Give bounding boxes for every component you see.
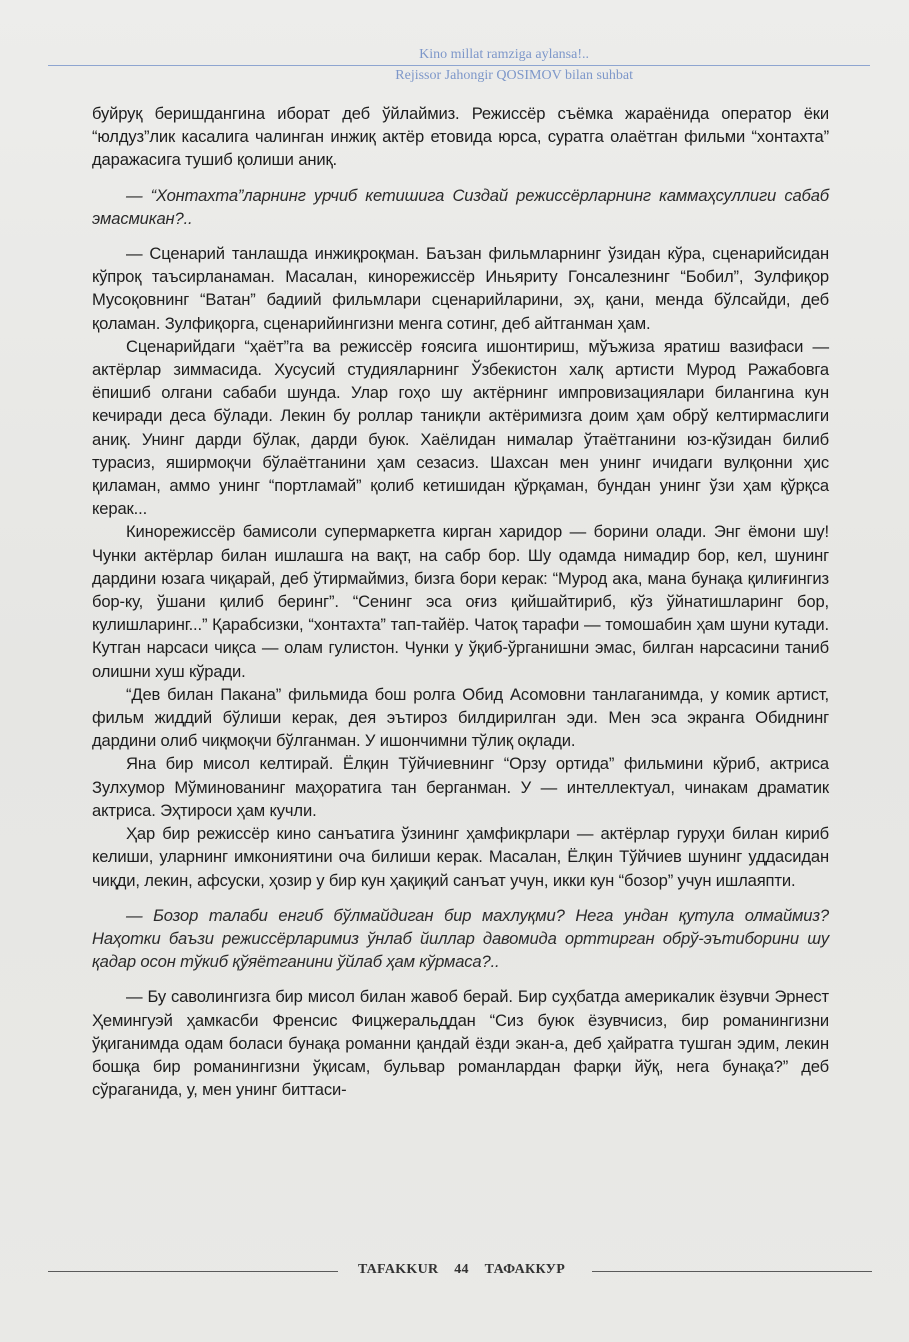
- body-paragraph: — Бу саволингизга бир мисол билан жавоб берай. Бир суҳбатда америкалик ёзувчи Эрнест Ҳемингуэй ҳамкасби Френсис Фицжеральддан “Сиз буюк ёзувчисиз, бир романингизни ўқиганимда одам боласи бунақа романни қандай ёзди экан-а, деб ҳайратга тушган эдим, лекин бошқа бир романингизни ўқисам, бульвар романлардан фарқи йўқ, нега бунақа?” деб сўраганида, у, мен унинг биттаси-: [92, 987, 829, 1100]
- page-footer: [0, 1258, 909, 1282]
- article-body: [92, 102, 829, 1101]
- body-paragraph: “Дев билан Пакана” фильмида бош ролга Обид Асомовни танлаганимда, у комик артист, фильм жиддий бўлиши керак, дея эътироз билдирилган эди. Мен эса экранга Обиднинг дардини олиб чиқмоқчи бўлганман. У ишончимни тўлиқ оқлади.: [92, 684, 829, 751]
- body-paragraph: — Сценарий танлашда инжиқроқман. Баъзан фильмларнинг ўзидан кўра, сценарийсидан кўпроқ таъсирланаман. Масалан, кинорежиссёр Иньяриту Гонсалезнинг “Бобил”, Зулфиқор Мусоқовнинг “Ватан” бадиий фильмлари сценарийларини, эҳ, қани, менда бўлсайди, деб қоламан. Зулфиқорга, сценарийингизни менга сотинг, деб айтганман ҳам.: [92, 244, 829, 333]
- header-article-subtitle: Rejissor Jahongir QOSIMOV bilan suhbat: [395, 68, 633, 83]
- body-paragraph: Ҳар бир режиссёр кино санъатига ўзининг ҳамфикрлари — актёрлар гуруҳи билан кириб келиши, уларнинг имкониятини оча билиши керак. Масалан, Ёлқин Тўйчиев шунинг уддасидан чиқди, лекин, афсуски, ҳозир у бир кун ҳақиқий санъат учун, икки кун “бозор” учун ишлаяпти.: [92, 824, 829, 890]
- running-header: [0, 40, 909, 90]
- page-number: 44: [454, 1262, 469, 1277]
- footer-rule-left: [48, 1271, 338, 1272]
- header-divider: [48, 65, 870, 66]
- footer-journal-latin: TAFAKKUR: [358, 1262, 439, 1277]
- footer-label: [352, 1262, 571, 1278]
- header-article-title: Kino millat ramziga aylansa!..: [419, 47, 589, 62]
- footer-journal-cyrillic: ТАФАККУР: [484, 1262, 566, 1277]
- footer-rule-right: [592, 1271, 872, 1272]
- interview-question: — “Хонтахта”ларнинг урчиб кетишига Сиздай режиссёрларнинг каммаҳсуллиги сабаб эмасмикан?..: [92, 185, 829, 228]
- body-paragraph: Яна бир мисол келтирай. Ёлқин Тўйчиевнинг “Орзу ортида” фильмини кўриб, актриса Зулхумор Мўминованинг маҳоратига тан берганман. У — интеллектуал, чинакам драматик актриса. Эҳтироси ҳам кучли.: [92, 754, 829, 820]
- body-paragraph: Сценарийдаги “ҳаёт”га ва режиссёр ғоясига ишонтириш, мўъжиза яратиш вазифаси — актёрлар зиммасида. Хусусий студияларнинг Ўзбекистон халқ артисти Мурод Ражабовга ёпишиб олгани сабаби шунда. Улар гоҳо шу актёрнинг импровизациялари билангина кун кечиради деса бўлади. Лекин бу роллар таниқли актёримизга доим ҳам обрў келтирмаслиги аниқ. Унинг дарди бўлак, дарди буюк. Хаёлидан нималар ўтаётганини юз-кўзидан билиб турасиз, яширмоқчи бўлаётганини ҳам сезасиз. Шахсан мен унинг ичидаги вулқонни ҳис қиламан, аммо унинг “портламай” қолиб кетишидан қўрқаман, бундан унинг ўзи ҳам қўрқса керак...: [92, 336, 829, 519]
- body-paragraph: Кинорежиссёр бамисоли супермаркетга кирган харидор — борини олади. Энг ёмони шу! Чунки актёрлар билан ишлашга на вақт, на сабр бор. Шу одамда нимадир бор, кел, шунинг дардини юзага чиқарай, деб ўтирмаймиз, бизга бори керак: “Мурод ака, мана бунақа қилиғингиз бор-ку, ўшани қилиб беринг”. “Сенинг эса оғиз қийшайтириб, кўз ўйнатишларинг бор, кулишларинг...” Қарабсизки, “хонтахта” тап-тайёр. Чатоқ тарафи — томошабин ҳам шуни кутади. Кутган нарсаси чиқса — олам гулистон. Чунки у ўқиб-ўрганишни эмас, билган нарсасини таниб олишни хуш кўради.: [92, 522, 829, 681]
- body-paragraph: буйруқ беришдангина иборат деб ўйлаймиз. Режиссёр съёмка жараёнида оператор ёки “юлдуз”лик касалига чалинган инжиқ актёр етовида юрса, суратга олаётган фильми “хонтахта” даражасига тушиб қолиши аниқ.: [92, 104, 829, 170]
- interview-question: — Бозор талаби енгиб бўлмайдиган бир махлуқми? Нега ундан қутула олмаймиз? Наҳотки баъзи режиссёрларимиз ўнлаб йиллар давомида орттирган обрў-эътиборини шу қадар осон тўкиб қўяётганини ўйлаб ҳам кўрмаса?..: [92, 905, 829, 972]
